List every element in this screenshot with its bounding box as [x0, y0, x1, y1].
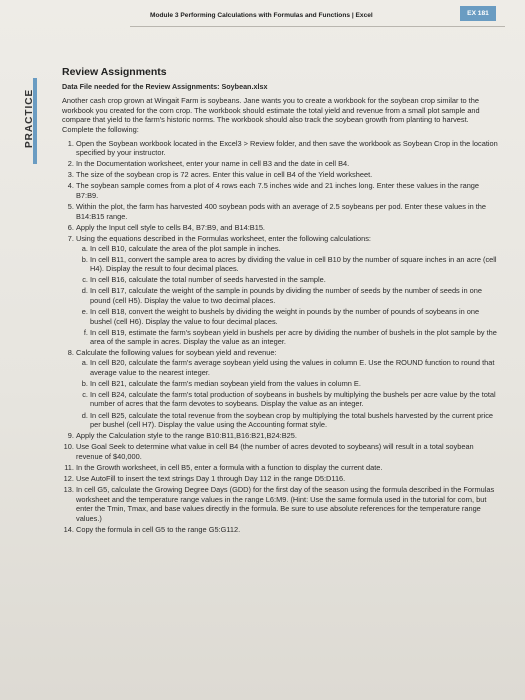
substep-item: d. In cell B25, calculate the total revenue from the soybean crop by multiplying the total bushels harvested by the current price per bushel (cell H7). Display the value using the Accounting format style. — [90, 411, 502, 430]
step-item — [76, 431, 502, 441]
step-text: Apply the Input cell style to cells B4, B7:B9, and B14:B15. — [76, 222, 265, 232]
step-item — [76, 485, 502, 523]
step-item — [76, 348, 502, 429]
page-number-badge: EX 181 — [460, 6, 496, 21]
substep-list — [76, 358, 502, 430]
substep-item: a. In cell B10, calculate the area of the plot sample in inches. — [90, 244, 502, 254]
substep-item: a. In cell B20, calculate the farm's average soybean yield using the values in column E. Use the ROUND function to round that average value to the nearest integer. — [90, 358, 502, 377]
substep-item: c. In cell B24, calculate the farm's total production of soybeans in bushels by multiplying the bushels per acre value by the total number of acres that the farm devotes to soybeans. Display the value as an integer. — [90, 390, 502, 409]
substep-item: e. In cell B18, convert the weight to bushels by dividing the weight in pounds by the number of pounds of soybeans in one bushel (cell H6). Display the value to four decimal places. — [90, 307, 502, 326]
step-text: The soybean sample comes from a plot of 4 rows each 7.5 inches wide and 21 inches long. Enter these values in the range B7:B9. — [76, 181, 480, 201]
step-text: Open the Soybean workbook located in the Excel3 > Review folder, and then save the workbook as Soybean Crop in the location specified by your instructor. — [76, 138, 498, 158]
data-file-note: Data File needed for the Review Assignments: Soybean.xlsx — [62, 81, 268, 91]
step-text: In the Documentation worksheet, enter your name in cell B3 and the date in cell B4. — [76, 159, 350, 169]
header-divider — [130, 26, 505, 27]
substep-list — [76, 244, 502, 347]
step-text: The size of the soybean crop is 72 acres. Enter this value in cell B4 of the Yield worksheet. — [76, 170, 373, 180]
step-item — [76, 159, 502, 169]
step-item — [76, 170, 502, 180]
substep-item: f. In cell B19, estimate the farm's soybean yield in bushels per acre by dividing the number of bushels in the plot sample by the area of the sample in acres. Display the value as an integer. — [90, 328, 502, 347]
step-text: Use Goal Seek to determine what value in cell B4 (the number of acres devoted to soybeans) will result in a total soybean revenue of $40,000. — [76, 442, 474, 461]
step-item — [76, 442, 502, 461]
step-text: In cell G5, calculate the Growing Degree Days (GDD) for the first day of the season using the formula described in the Formulas worksheet and the temperature range values in the range L6:M9. (Hint: Use the same formula used in the tutorial for corn, but enter the Tmin, Tmax, and base values directly in the formula. Be sure to use absolute references for the temperature range values.) — [76, 485, 495, 523]
step-text: Apply the Calculation style to the range B10:B11,B16:B21,B24:B25. — [76, 431, 297, 441]
step-item — [76, 223, 502, 233]
step-text: Within the plot, the farm has harvested 400 soybean pods with an average of 2.5 soybeans per pod. Enter these values in the B14:B15 range. — [76, 202, 487, 221]
steps-list — [62, 139, 502, 535]
running-head: Module 3 Performing Calculations with Formulas and Functions | Excel — [150, 12, 373, 19]
step-text: Using the equations described in the Formulas worksheet, enter the following calculations: — [76, 233, 371, 243]
step-item — [76, 139, 502, 158]
step-text: Copy the formula in cell G5 to the range G5:G112. — [76, 525, 241, 535]
substep-item: b. In cell B11, convert the sample area to acres by dividing the value in cell B10 by the number of square inches in an acre (cell H4). Display the result to four decimal places. — [90, 255, 502, 274]
step-item — [76, 463, 502, 473]
step-item — [76, 525, 502, 535]
step-item — [76, 234, 502, 347]
step-text: Calculate the following values for soybean yield and revenue: — [76, 348, 277, 358]
substep-item: c. In cell B16, calculate the total number of seeds harvested in the sample. — [90, 275, 502, 285]
step-text: In the Growth worksheet, in cell B5, enter a formula with a function to display the current date. — [76, 462, 383, 472]
review-assignments-section — [62, 68, 502, 536]
substep-item: b. In cell B21, calculate the farm's median soybean yield from the values in column E. — [90, 379, 502, 389]
intro-paragraph: Another cash crop grown at Wingait Farm is soybeans. Jane wants you to create a workbook for the soybean crop similar to the workbook you created for the corn crop. The workbook should estimate the total yield and revenue from a small plot sample and compare that yield to the farm's historic norms. The workbook should also track the soybean growth from planting to harvest. Complete the following: — [62, 96, 480, 134]
substep-item: d. In cell B17, calculate the weight of the sample in pounds by dividing the number of seeds by the number of seeds in one pound (cell H5). Display the value to two decimal places. — [90, 286, 502, 305]
section-title: Review Assignments — [62, 66, 167, 78]
step-text: Use AutoFill to insert the text strings Day 1 through Day 112 in the range D5:D116. — [76, 474, 346, 484]
practice-side-label: PRACTICE — [24, 88, 35, 148]
step-item — [76, 181, 502, 200]
step-item — [76, 474, 502, 484]
step-item — [76, 202, 502, 221]
